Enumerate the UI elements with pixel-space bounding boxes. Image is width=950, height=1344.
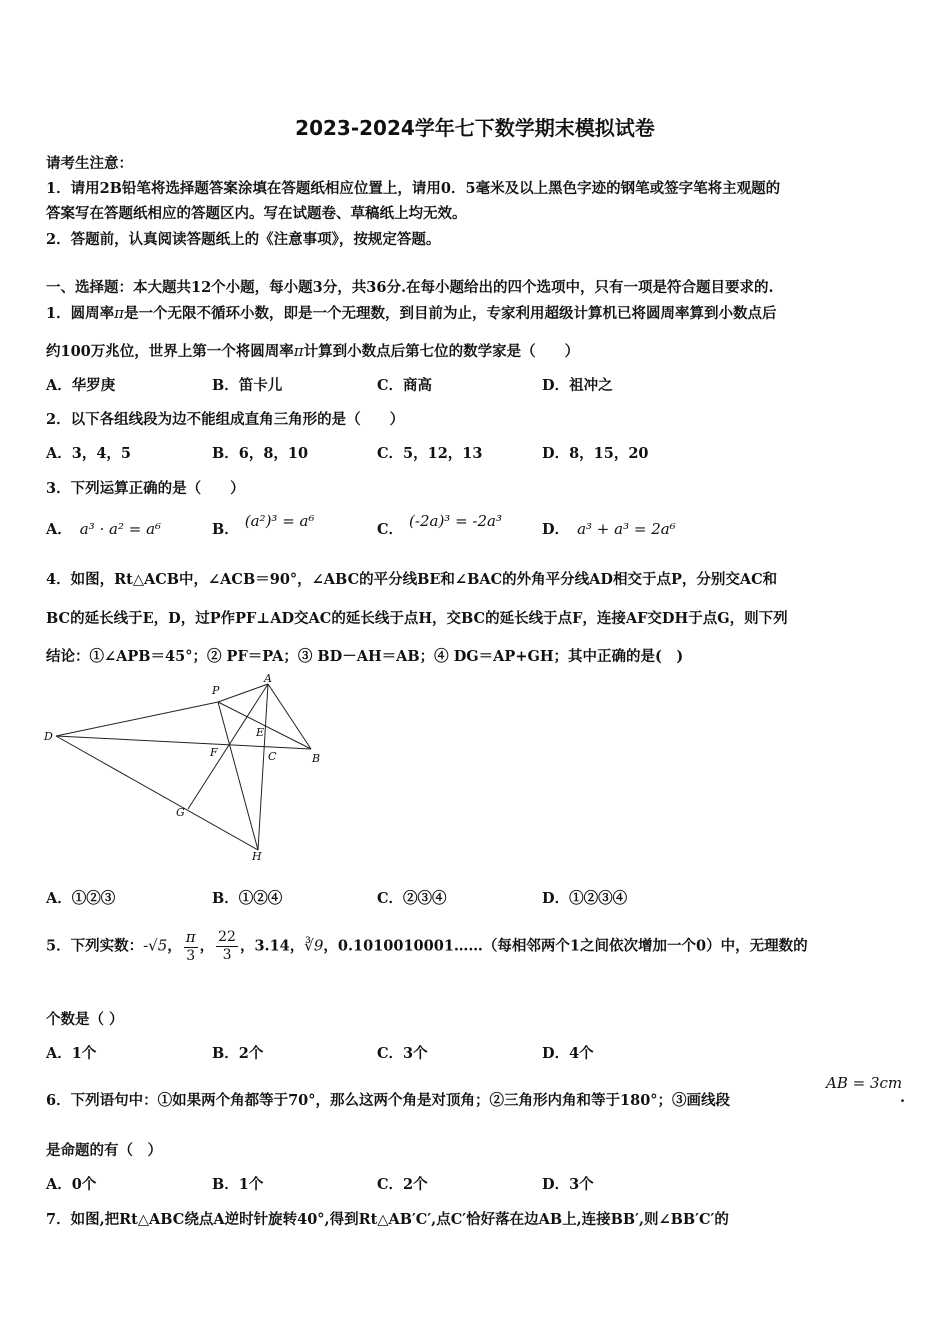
q2-text: 2．以下各组线段为边不能组成直角三角形的是（ ） — [46, 411, 405, 428]
q5-frac-pi-3 — [184, 928, 198, 965]
q6-option-b[interactable]: B．1个 — [212, 1176, 264, 1193]
q2-option-a[interactable]: A．3，4，5 — [46, 445, 132, 462]
q5-rest-1: ，3.14， — [239, 937, 305, 955]
q3-options — [46, 512, 906, 542]
q1-options — [46, 374, 906, 398]
q3-option-b[interactable] — [212, 512, 315, 539]
q1-pi-symbol: π — [114, 304, 124, 322]
section-heading: 一、选择题：本大题共12个小题，每小题3分，共36分.在每小题给出的四个选项中，只有一项是符合题目要求的. — [46, 279, 774, 296]
label-a: A — [264, 672, 272, 685]
q5-frac-22-3 — [216, 929, 238, 965]
q5-frac-22-den: 3 — [222, 947, 232, 964]
q1-line-1-post: 是一个无限不循环小数，即是一个无理数，到目前为止，专家利用超级计算机已将圆周率算到小数点后 — [123, 305, 777, 322]
q4-line-1: 4．如图，Rt△ACB中，∠ACB＝90°，∠ABC的平分线BE和∠BAC的外角平分线AD相交于点P，分别交AC和 — [46, 571, 778, 588]
q4-line-2: BC的延长线于E，D，过P作PF⊥AD交AC的延长线于点H，交BC的延长线于点F，连接AF交DH于点G，则下列 — [46, 610, 788, 627]
q5-frac-22-num: 22 — [216, 929, 238, 948]
q2-option-b[interactable]: B．6，8，10 — [212, 445, 309, 462]
q5-option-b[interactable]: B．2个 — [212, 1045, 264, 1062]
q3-expr-a: a³ · a² = a⁶ — [79, 520, 162, 538]
segment-ph — [218, 702, 258, 850]
label-b: B — [312, 752, 321, 765]
q4-option-b[interactable]: B．①②④ — [212, 890, 283, 907]
q4-option-d[interactable]: D．①②③④ — [542, 890, 628, 907]
q4-option-a[interactable]: A．①②③ — [46, 890, 116, 907]
label-p: P — [212, 684, 220, 697]
q1-pi-symbol-2: π — [293, 342, 304, 360]
q1-line-2-post: 计算到小数点后第七位的数学家是（ ） — [303, 343, 580, 360]
notice-line-1b: 答案写在答题纸相应的答题区内。写在试题卷、草稿纸上均无效。 — [46, 205, 467, 222]
label-c: C — [268, 750, 277, 763]
q1-line-2 — [46, 340, 579, 361]
q4-options — [46, 887, 906, 911]
q1-line-2-pre: 约100万兆位，世界上第一个将圆周率 — [46, 343, 294, 360]
q1-option-c[interactable]: C．商高 — [377, 377, 433, 394]
q6-option-a[interactable]: A．0个 — [46, 1176, 97, 1193]
q3-label-b: B． — [212, 521, 239, 538]
q5-cbrt9: ∛9 — [304, 936, 324, 955]
q5-options — [46, 1042, 906, 1066]
q5-rest-2: ，0.1010010001……（每相邻两个1之间依次增加一个0）中，无理数的 — [323, 937, 808, 955]
q1-line-1 — [46, 302, 776, 323]
segment-ah — [258, 684, 268, 850]
q4-line-3: 结论：①∠APB＝45°；② PF＝PA；③ BD－AH＝AB；④ DG＝AP+GH；其中正确的是( ) — [46, 648, 684, 665]
notice-heading: 请考生注意： — [46, 155, 133, 172]
q3-expr-d: a³ + a³ = 2a⁶ — [577, 520, 676, 538]
q2-option-c[interactable]: C．5，12，13 — [377, 445, 483, 462]
q5-option-c[interactable]: C．3个 — [377, 1045, 428, 1062]
q3-label-d: D． — [542, 521, 570, 538]
label-g: G — [176, 806, 185, 819]
q2-options — [46, 442, 906, 466]
q5-prefix: 5．下列实数： — [46, 937, 144, 955]
q6-line-2: 是命题的有（ ） — [46, 1142, 162, 1159]
q3-option-d[interactable] — [542, 518, 676, 539]
label-h: H — [252, 850, 262, 863]
q5-line-1 — [46, 928, 808, 965]
q6-options — [46, 1173, 906, 1197]
q6-option-c[interactable]: C．2个 — [377, 1176, 428, 1193]
q3-label-c: C． — [377, 521, 404, 538]
notice-line-2: 2．答题前，认真阅读答题纸上的《注意事项》，按规定答题。 — [46, 231, 441, 248]
segment-pa — [218, 684, 268, 702]
q5-option-a[interactable]: A．1个 — [46, 1045, 97, 1062]
q2-option-d[interactable]: D．8，15，20 — [542, 445, 649, 462]
label-d: D — [44, 730, 53, 743]
q6-line-1: 6．下列语句中：①如果两个角都等于70°，那么这两个角是对顶角；②三角形内角和等于180°；③画线段 — [46, 1092, 731, 1109]
q3-expr-b: (a²)³ = a⁶ — [244, 512, 315, 530]
q1-option-d[interactable]: D．祖冲之 — [542, 377, 613, 394]
q5-neg-sqrt5: -√5 — [143, 936, 168, 955]
q5-option-d[interactable]: D．4个 — [542, 1045, 594, 1062]
q1-option-a[interactable]: A．华罗庚 — [46, 377, 116, 394]
exam-title: 2023-2024学年七下数学期末模拟试卷 — [295, 116, 655, 140]
label-e: E — [256, 726, 265, 739]
q5-frac-pi-den: 3 — [186, 947, 196, 964]
notice-line-1a: 1．请用2B铅笔将选择题答案涂填在答题纸相应位置上，请用0．5毫米及以上黑色字迹的钢笔或签字笔将主观题的 — [46, 180, 781, 197]
segment-dp — [56, 702, 218, 736]
q5-frac-pi-num: π — [185, 928, 196, 946]
q7-line-1: 7．如图,把Rt△ABC绕点A逆时针旋转40°,得到Rt△AB′C′,点C′恰好落在边AB上,连接BB′,则∠BB′C′的 — [46, 1211, 729, 1228]
q3-expr-c: (-2a)³ = -2a³ — [409, 512, 502, 530]
label-f: F — [210, 746, 218, 759]
q1-option-b[interactable]: B．笛卡儿 — [212, 377, 283, 394]
q5-line-2: 个数是（ ） — [46, 1011, 124, 1028]
q6-period: . — [900, 1089, 906, 1106]
q5-sep-2: ， — [199, 937, 215, 955]
segment-ab — [268, 684, 311, 749]
q3-option-c[interactable] — [377, 512, 502, 539]
q5-sep-1: ， — [167, 937, 182, 955]
q1-line-1-pre: 1．圆周率 — [46, 305, 115, 322]
q6-option-d[interactable]: D．3个 — [542, 1176, 594, 1193]
q4-geometry-figure — [40, 672, 340, 867]
q3-text: 3．下列运算正确的是（ ） — [46, 480, 245, 497]
q3-option-a[interactable] — [46, 518, 161, 539]
segment-db — [56, 736, 311, 749]
q3-label-a: A． — [46, 521, 72, 538]
q4-option-c[interactable]: C．②③④ — [377, 890, 447, 907]
segment-dh — [56, 736, 258, 850]
q6-ab-length: AB = 3cm — [826, 1074, 903, 1092]
